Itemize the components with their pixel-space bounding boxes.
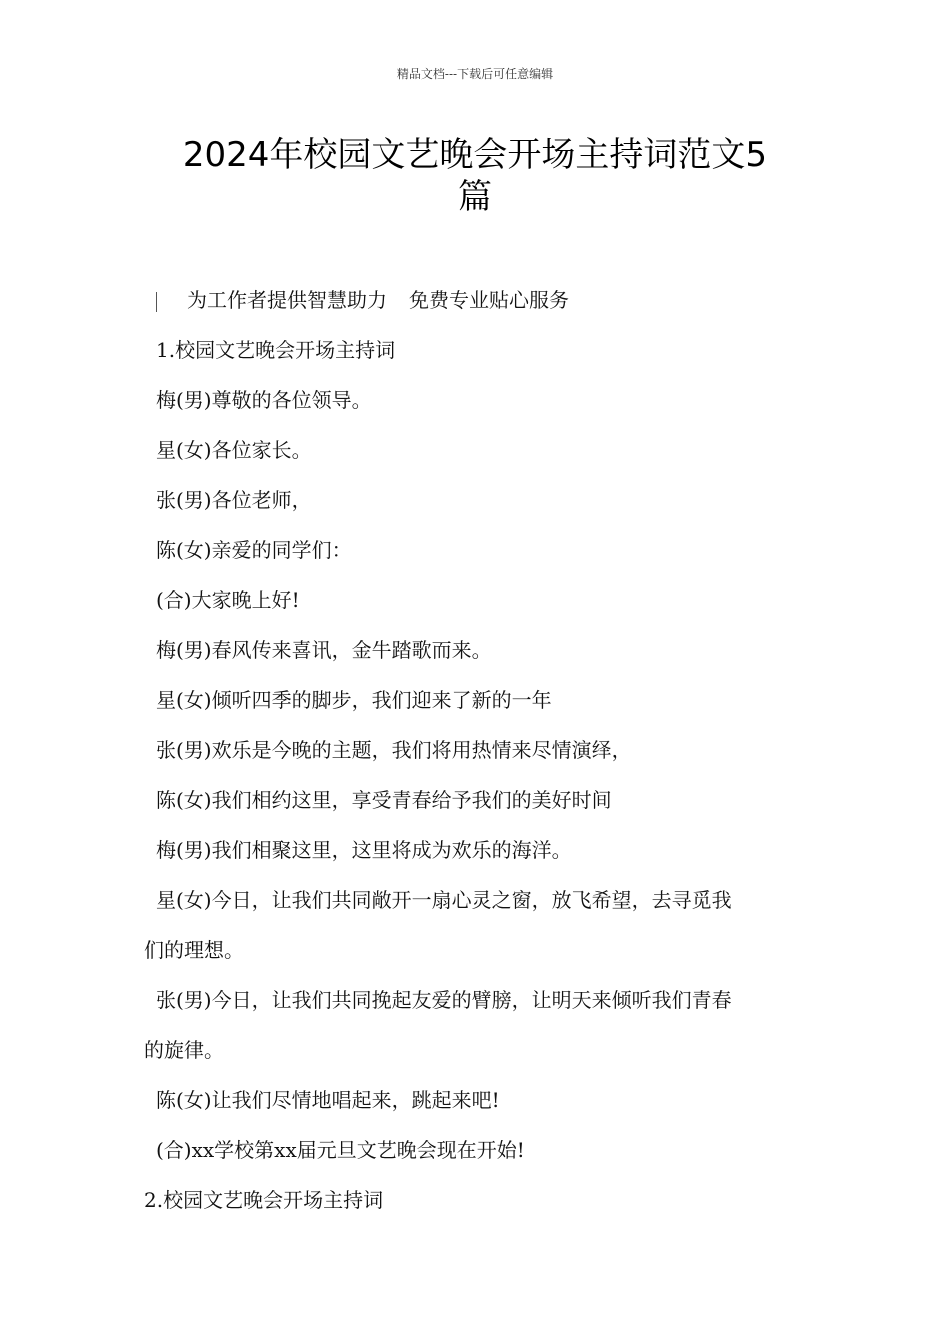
script-line: 梅(男)我们相聚这里，这里将成为欢乐的海洋。 [156, 838, 572, 862]
tagline-left: 为工作者提供智慧助力 [187, 288, 387, 312]
tagline [156, 286, 569, 314]
script-line: 星(女)倾听四季的脚步，我们迎来了新的一年 [156, 688, 552, 712]
tagline-right: 免费专业贴心服务 [409, 288, 569, 312]
tagline-divider [156, 292, 157, 312]
script-line-first: 星(女)今日，让我们共同敞开一扇心灵之窗，放飞希望，去寻觅我 [156, 888, 732, 912]
script-line: 梅(男)尊敬的各位领导。 [156, 388, 372, 412]
script-line: 陈(女)亲爱的同学们： [156, 538, 352, 562]
document-body [144, 336, 809, 1236]
script-line: 张(男)各位老师， [156, 488, 312, 512]
script-line: 张(男)欢乐是今晚的主题，我们将用热情来尽情演绎， [156, 738, 632, 762]
script-line: (合)xx学校第xx届元旦文艺晚会现在开始! [156, 1138, 525, 1162]
script-line: 星(女)各位家长。 [156, 438, 312, 462]
title-line-2: 篇 [458, 177, 492, 217]
script-line: 陈(女)让我们尽情地唱起来，跳起来吧! [156, 1088, 500, 1112]
document-title [130, 134, 820, 218]
script-line: (合)大家晚上好! [156, 588, 300, 612]
title-line-1: 2024年校园文艺晚会开场主持词范文5 [182, 135, 768, 175]
script-line-continuation: 的旋律。 [144, 1038, 224, 1062]
script-line: 陈(女)我们相约这里，享受青春给予我们的美好时间 [156, 788, 612, 812]
script-line-wrapped [144, 986, 809, 1064]
section-heading-2: 2.校园文艺晚会开场主持词 [144, 1188, 384, 1212]
script-line-continuation: 们的理想。 [144, 938, 244, 962]
section-heading-1: 1.校园文艺晚会开场主持词 [156, 338, 396, 362]
script-line-first: 张(男)今日，让我们共同挽起友爱的臂膀，让明天来倾听我们青春 [156, 988, 732, 1012]
page-header: 精品文档---下载后可任意编辑 [396, 67, 554, 81]
script-line: 梅(男)春风传来喜讯，金牛踏歌而来。 [156, 638, 492, 662]
script-line-wrapped [144, 886, 809, 964]
